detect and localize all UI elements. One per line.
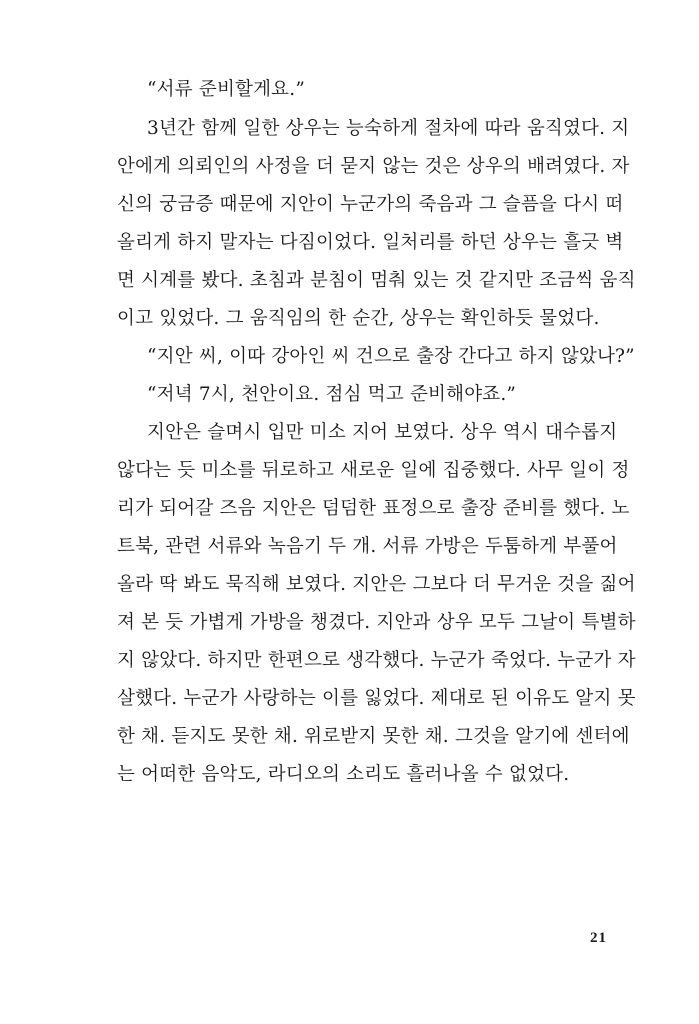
text-line: 올라 딱 봐도 묵직해 보였다. 지안은 그보다 더 무거운 것을 짊어 [117,574,636,595]
text-line: 않다는 듯 미소를 뒤로하고 새로운 일에 집중했다. 사무 일이 정 [117,460,630,481]
text-line: “서류 준비할게요.” [147,79,305,100]
text-line: 신의 궁금증 때문에 지안이 누군가의 죽음과 그 슬픔을 다시 떠 [117,194,624,215]
text-line: 3년간 함께 일한 상우는 능숙하게 절차에 따라 움직였다. 지 [147,118,630,139]
text-line: 안에게 의뢰인의 사정을 더 묻지 않는 것은 상우의 배려였다. 자 [117,156,630,177]
text-line: 져 본 듯 가볍게 가방을 챙겼다. 지안과 상우 모두 그날이 특별하 [117,612,636,633]
text-line: 지 않았다. 하지만 한편으로 생각했다. 누군가 죽었다. 누군가 자 [117,650,636,671]
text-line: 트북, 관련 서류와 녹음기 두 개. 서류 가방은 두툼하게 부풀어 [117,536,618,557]
text-line: 면 시계를 봤다. 초침과 분침이 멈춰 있는 것 같지만 조금씩 움직 [117,270,636,291]
text-line: “지안 씨, 이따 강아인 씨 건으로 출장 간다고 하지 않았나?” [147,346,635,367]
text-line: 이고 있었다. 그 움직임의 한 순간, 상우는 확인하듯 물었다. [117,308,600,329]
text-line: 살했다. 누군가 사랑하는 이를 잃었다. 제대로 된 이유도 알지 못 [117,688,636,709]
text-line: 지안은 슬며시 입만 미소 지어 보였다. 상우 역시 대수롭지 [147,422,618,443]
page-number: 21 [590,930,607,946]
text-line: “저녁 7시, 천안이요. 점심 먹고 준비해야죠.” [147,384,517,405]
text-line: 리가 되어갈 즈음 지안은 덤덤한 표정으로 출장 준비를 했다. 노 [117,498,630,519]
text-line: 올리게 하지 말자는 다짐이었다. 일처리를 하던 상우는 흘긋 벽 [117,232,624,253]
text-line: 는 어떠한 음악도, 라디오의 소리도 흘러나올 수 없었다. [117,764,570,785]
text-line: 한 채. 듣지도 못한 채. 위로받지 못한 채. 그것을 알기에 센터에 [117,726,630,747]
